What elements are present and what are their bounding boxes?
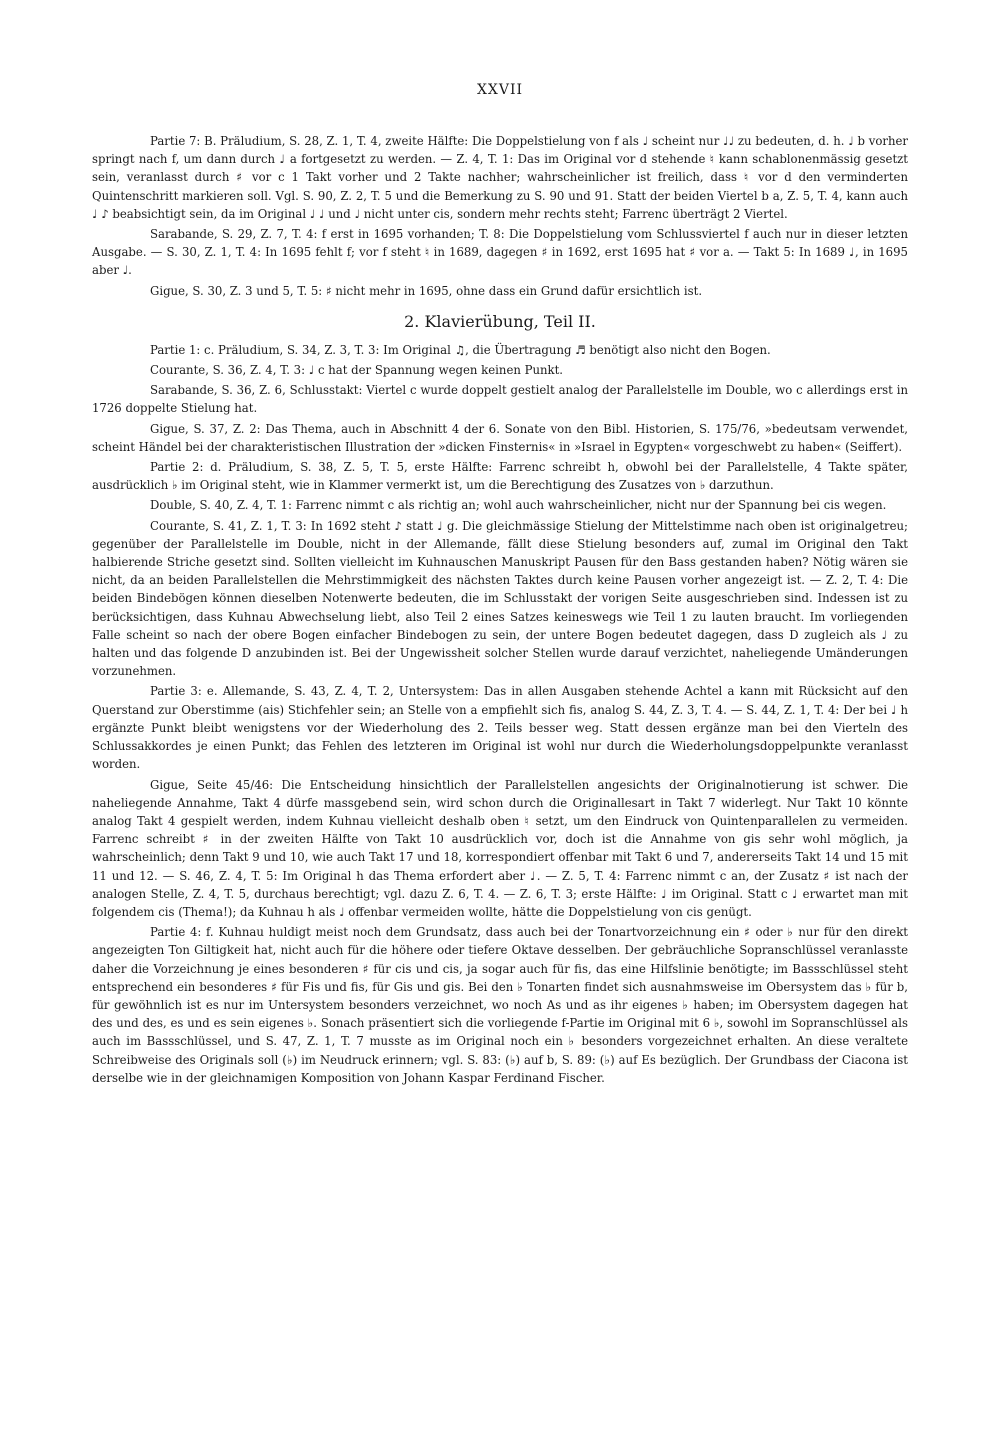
section-heading: 2. Klavierübung, Teil II. — [404, 311, 596, 331]
note-partie-1-praeludium: Partie 1: c. Präludium, S. 34, Z. 3, T. 3: Im Original ♫, die Übertragung ♬ benötigt also nicht den Bogen. — [150, 342, 771, 357]
page-number: XXVII — [476, 82, 524, 98]
note-partie-1-gigue: Gigue, S. 37, Z. 2: Das Thema, auch in Abschnitt 4 der 6. Sonate von den Bibl. Historien, S. 175/76, »bedeutsam verwendet, scheint Händel bei der charakteristischen Illustration der »dicken Finsternis« in »Israel in Egypten« vorgeschwebt zu haben« (Seiffert). — [92, 421, 908, 454]
note-partie-7-sarabande: Sarabande, S. 29, Z. 7, T. 4: f erst in 1695 vorhanden; T. 8: Die Doppelstielung vom Schlussviertel f auch nur in dieser letzten Ausgabe. — S. 30, Z. 1, T. 4: In 1695 fehlt f; vor f steht ♮ in 1689, dagegen ♯ in 1692, erst 1695 hat ♯ vor a. — Takt 5: In 1689 ♩, in 1695 aber ♩. — [92, 227, 908, 278]
note-partie-7-gigue: Gigue, S. 30, Z. 3 und 5, T. 5: ♯ nicht mehr in 1695, ohne dass ein Grund dafür ersichtlich ist. — [150, 283, 703, 298]
note-partie-1-courante: Courante, S. 36, Z. 4, T. 3: ♩ c hat der Spannung wegen keinen Punkt. — [150, 363, 564, 378]
note-partie-2-double: Double, S. 40, Z. 4, T. 1: Farrenc nimmt c als richtig an; wohl auch wahrscheinlicher, nicht nur der Spannung bei cis wegen. — [150, 498, 887, 513]
note-partie-3-allemande: Partie 3: e. Allemande, S. 43, Z. 4, T. 2, Untersystem: Das in allen Ausgaben stehende Achtel a kann mit Rücksicht auf den Querstand zur Oberstimme (ais) Stichfehler sein; an Stelle von a empfiehlt sich fis, analog S. 44, Z. 3, T. 4. — S. 44, Z. 1, T. 4: Der bei ♩ h ergänzte Punkt bleibt wenigstens vor der Wiederholung des 2. Teils besser weg. Statt dessen ergänze man bei den Vierteln des Schlussakkordes je einen Punkt; das Fehlen des letzteren im Original ist wohl nur durch die Wiederholungsdoppelpunkte veranlasst worden. — [92, 684, 908, 772]
note-partie-3-gigue: Gigue, Seite 45/46: Die Entscheidung hinsichtlich der Parallelstellen angesichts der Originalnotierung ist schwer. Die naheliegende Annahme, Takt 4 dürfe massgebend sein, wird schon durch die Originallesart in Takt 7 widerlegt. Nur Takt 10 könnte analog Takt 4 gespielt werden, indem Kuhnau vielleicht deshalb oben ♮ setzt, um den Eindruck von Quintenparallelen zu vermeiden. Farrenc schreibt ♯ in der zweiten Hälfte von Takt 10 ausdrücklich vor, doch ist die Annahme von gis sehr wohl möglich, ja wahrscheinlich; denn Takt 9 und 10, wie auch Takt 17 und 18, korrespondiert offenbar mit Takt 6 und 7, andererseits Takt 14 und 15 mit 11 und 12. — S. 46, Z. 4, T. 5: Im Original h das Thema erfordert aber ♩. — Z. 5, T. 4: Farrenc nimmt c an, der Zusatz ♯ ist nach der analogen Stelle, Z. 4, T. 5, durchaus berechtigt; vgl. dazu Z. 6, T. 4. — Z. 6, T. 3; erste Hälfte: ♩ im Original. Statt c ♩ erwartet man mit folgendem cis (Thema!); da Kuhnau h als ♩ offenbar vermeiden wollte, hätte die Doppelstielung von cis genügt. — [92, 777, 908, 919]
note-partie-2-courante: Courante, S. 41, Z. 1, T. 3: In 1692 steht ♪ statt ♩ g. Die gleichmässige Stielung der Mittelstimme nach oben ist originalgetreu; gegenüber der Parallelstelle im Double, nicht in der Allemande, fällt diese Stielung besonders auf, zumal im Original den Takt halbierende Striche gesetzt sind. Sollten vielleicht im Kuhnauschen Manuskript Pausen für den Bass gestanden haben? Nötig wären sie nicht, da an beiden Parallelstellen die Mehrstimmigkeit des nächsten Taktes durch keine Pausen vorher angezeigt ist. — Z. 2, T. 4: Die beiden Bindebögen können dieselben Notenwerte bedeuten, die im Schlusstakt der vorigen Seite ausgeschrieben sind. Indessen ist zu berücksichtigen, dass Kuhnau Abwechselung liebt, also Teil 2 eines Satzes keineswegs wie Teil 1 zu lauten braucht. Im vorliegenden Falle scheint so nach der obere Bogen einfacher Bindebogen zu sein, der untere Bogen bedeutet dagegen, dass D zugleich als ♩ zu halten und das folgende D anzubinden ist. Bei der Ungewissheit solcher Stellen wurde darauf verzichtet, naheliegende Umänderungen vorzunehmen. — [92, 518, 908, 679]
note-partie-1-sarabande: Sarabande, S. 36, Z. 6, Schlusstakt: Viertel c wurde doppelt gestielt analog der Parallelstelle im Double, wo c allerdings erst in 1726 doppelte Stielung hat. — [92, 383, 908, 416]
note-partie-7-praeludium: Partie 7: B. Präludium, S. 28, Z. 1, T. 4, zweite Hälfte: Die Doppelstielung von f als ♩ scheint nur ♩♩ zu bedeuten, d. h. ♩ b vorher springt nach f, um dann durch ♩ a fortgesetzt zu werden. — Z. 4, T. 1: Das im Original vor d stehende ♮ kann schablonenmässig gesetzt sein, veranlasst durch ♯ vor c 1 Takt vorher und 2 Takte nachher; wahrscheinlicher ist freilich, dass ♮ vor d den verminderten Quintenschritt markieren soll. Vgl. S. 90, Z. 2, T. 5 und die Bemerkung zu S. 90 und 91. Statt der beiden Viertel b a, Z. 5, T. 4, kann auch ♩ ♪ beabsichtigt sein, da im Original ♩ ♩ und ♩ nicht unter cis, sondern mehr rechts steht; Farrenc überträgt 2 Viertel. — [92, 134, 908, 221]
note-partie-2-praeludium: Partie 2: d. Präludium, S. 38, Z. 5, T. 5, erste Hälfte: Farrenc schreibt h, obwohl bei der Parallelstelle, 4 Takte später, ausdrücklich ♭ im Original steht, wie in Klammer vermerkt ist, um die Berechtigung des Zusatzes von ♭ darzuthun. — [92, 460, 908, 493]
note-partie-4: Partie 4: f. Kuhnau huldigt meist noch dem Grundsatz, dass auch bei der Tonartvorzeichnung ein ♯ oder ♭ nur für den direkt angezeigten Ton Giltigkeit hat, nicht auch für die höhere oder tiefere Oktave desselben. Der gebräuchliche Sopranschlüssel veranlasste daher die Vorzeichnung je eines besonderen ♯ für cis und cis, ja sogar auch für fis, das eine Hilfslinie benötigte; im Bassschlüssel steht entsprechend ein besonderes ♯ für Fis und fis, für Gis und gis. Bei den ♭ Tonarten findet sich ausnahmsweise im Obersystem das ♭ für b, für gewöhnlich ist es nur im Untersystem besonders verzeichnet, wo noch As und as ihr eigenes ♭ haben; im Obersystem dagegen hat des und des, es und es sein eigenes ♭. Sonach präsentiert sich die vorliegende f-Partie im Original mit 6 ♭, sowohl im Sopranschlüssel als auch im Bassschlüssel, und S. 47, Z. 1, T. 7 musste as im Original noch ein ♭ besonders vorgezeichnet erhalten. An diese veraltete Schreibweise des Originals soll (♭) im Neudruck erinnern; vgl. S. 83: (♭) auf b, S. 89: (♭) auf Es bezüglich. Der Grundbass der Ciacona ist derselbe wie in der gleichnamigen Komposition von Johann Kaspar Ferdinand Fischer. — [92, 925, 908, 1085]
